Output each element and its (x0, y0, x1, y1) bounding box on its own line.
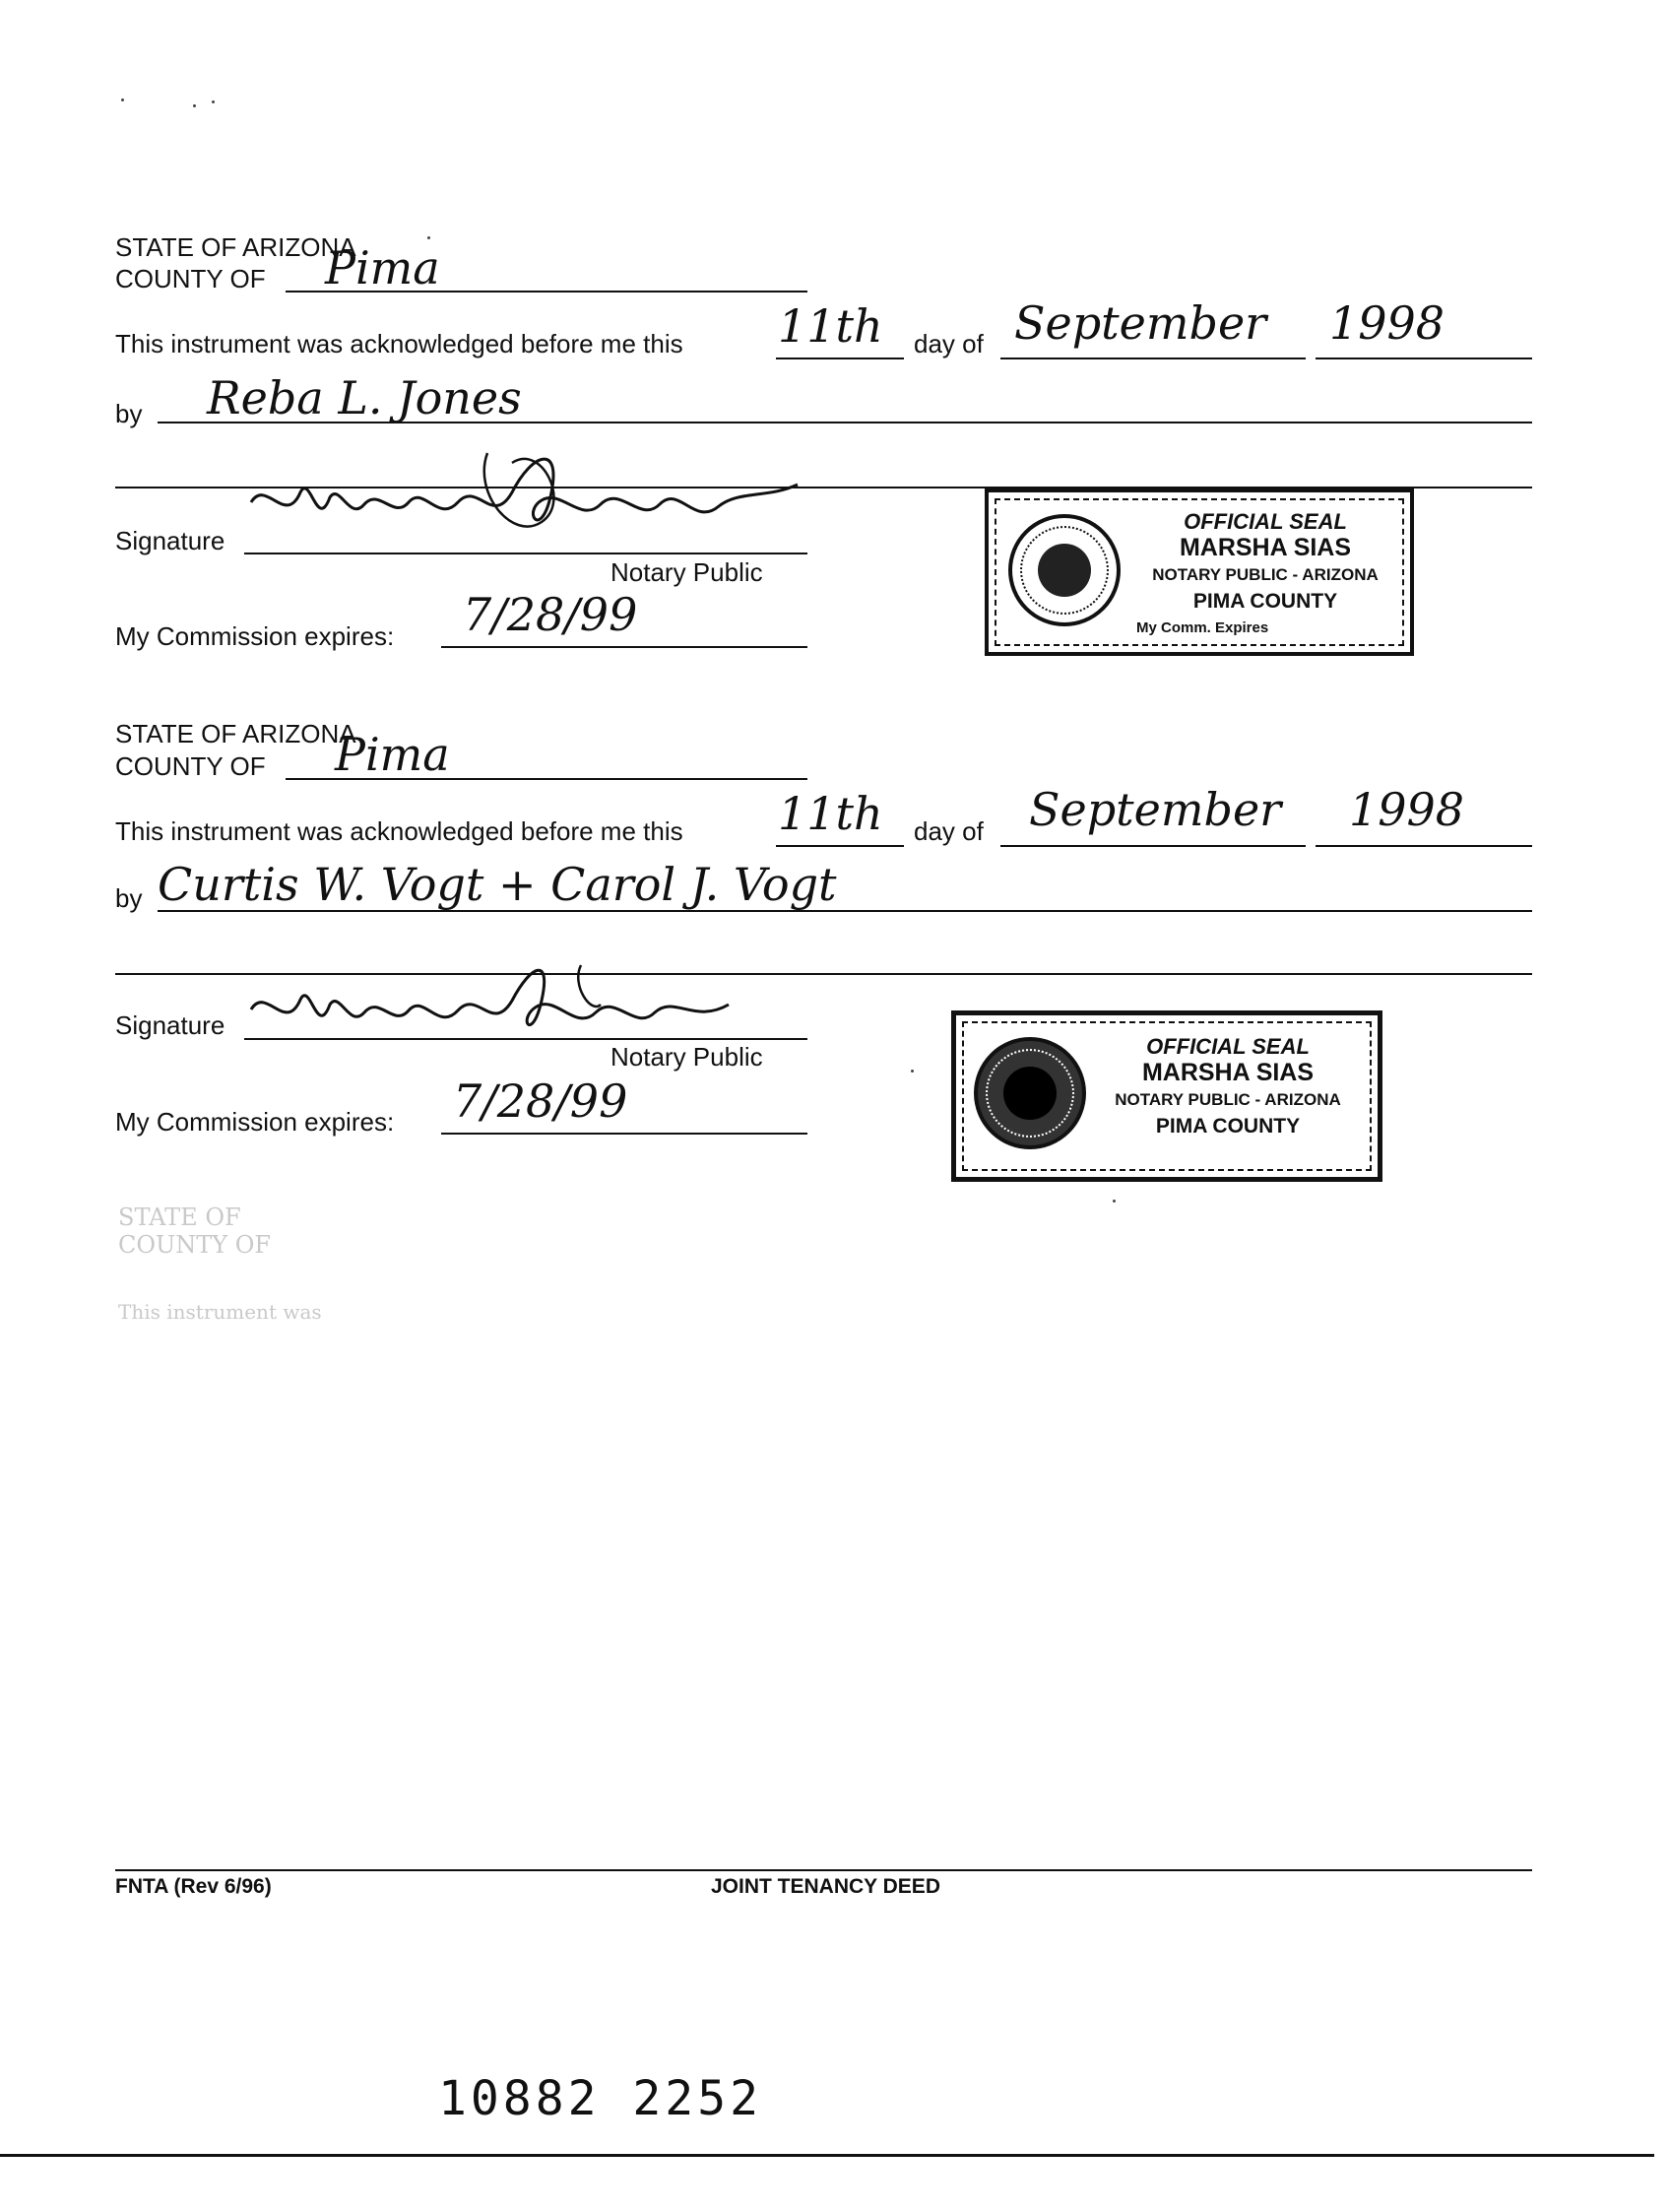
commission-value: 7/28/99 (463, 588, 638, 641)
commission-label: My Commission expires: (115, 621, 395, 651)
by-value: Curtis W. Vogt + Carol J. Vogt (158, 858, 837, 911)
document-number: 10882 2252 (438, 2071, 762, 2126)
day-value: 11th (778, 299, 883, 353)
state-label: STATE OF ARIZONA (115, 719, 356, 748)
scan-speck (212, 100, 215, 103)
seal-title: NOTARY PUBLIC - ARIZONA (1115, 1090, 1341, 1109)
state-label: STATE OF ARIZONA (115, 232, 356, 262)
year-value: 1998 (1349, 783, 1465, 836)
month-value: September (1029, 783, 1282, 836)
day-line (776, 845, 904, 847)
seal-title: NOTARY PUBLIC - ARIZONA (1152, 565, 1379, 584)
month-line (1000, 358, 1306, 359)
acknowledgment-text: This instrument was acknowledged before me this (115, 816, 683, 846)
scan-speck (1113, 1200, 1116, 1203)
seal-notary-name: MARSHA SIAS (1141, 1059, 1315, 1086)
state-seal-emblem (1008, 514, 1121, 626)
acknowledgment-text: This instrument was acknowledged before me this (115, 329, 683, 358)
year-line (1316, 358, 1532, 359)
seal-text (1136, 508, 1394, 641)
scan-speck (121, 98, 124, 101)
ghost-text: STATE OF (118, 1204, 241, 1231)
by-label: by (115, 883, 143, 913)
official-seal (951, 1010, 1382, 1182)
notary-public-label: Notary Public (610, 1042, 763, 1072)
notary-signature (246, 945, 758, 1054)
day-line (776, 358, 904, 359)
commission-label: My Commission expires: (115, 1107, 395, 1137)
seal-county: PIMA COUNTY (1155, 1115, 1301, 1138)
scan-speck (427, 236, 430, 239)
day-value: 11th (778, 787, 883, 840)
seal-heading: OFFICIAL SEAL (1146, 1034, 1310, 1059)
day-of-label: day of (914, 816, 984, 846)
official-seal (985, 488, 1414, 656)
by-label: by (115, 399, 143, 428)
county-value: Pima (325, 241, 440, 294)
county-value: Pima (335, 728, 450, 781)
commission-line (441, 646, 807, 648)
seal-notary-name: MARSHA SIAS (1179, 534, 1352, 561)
notary-signature (246, 433, 837, 561)
by-value: Reba L. Jones (207, 371, 522, 424)
year-value: 1998 (1329, 296, 1445, 350)
signature-label: Signature (115, 1010, 225, 1040)
form-id: FNTA (Rev 6/96) (115, 1875, 272, 1898)
day-of-label: day of (914, 329, 984, 358)
signature-label: Signature (115, 526, 225, 555)
notary-public-label: Notary Public (610, 557, 763, 587)
scan-speck (911, 1070, 914, 1073)
commission-value: 7/28/99 (453, 1074, 628, 1128)
state-seal-emblem (974, 1037, 1086, 1149)
month-line (1000, 845, 1306, 847)
county-label: COUNTY OF (115, 264, 266, 293)
month-value: September (1014, 296, 1267, 350)
ghost-text: COUNTY OF (118, 1231, 272, 1259)
ghost-text: This instrument was (118, 1300, 322, 1324)
seal-expires: My Comm. Expires (1136, 619, 1269, 636)
bottom-rule (0, 2154, 1654, 2157)
county-label: COUNTY OF (115, 751, 266, 781)
year-line (1316, 845, 1532, 847)
seal-county: PIMA COUNTY (1192, 590, 1338, 613)
document-title: JOINT TENANCY DEED (711, 1875, 940, 1898)
scan-speck (193, 104, 196, 107)
seal-text (1094, 1033, 1362, 1139)
seal-heading: OFFICIAL SEAL (1184, 509, 1347, 534)
footer-rule (115, 1869, 1532, 1871)
commission-line (441, 1133, 807, 1135)
